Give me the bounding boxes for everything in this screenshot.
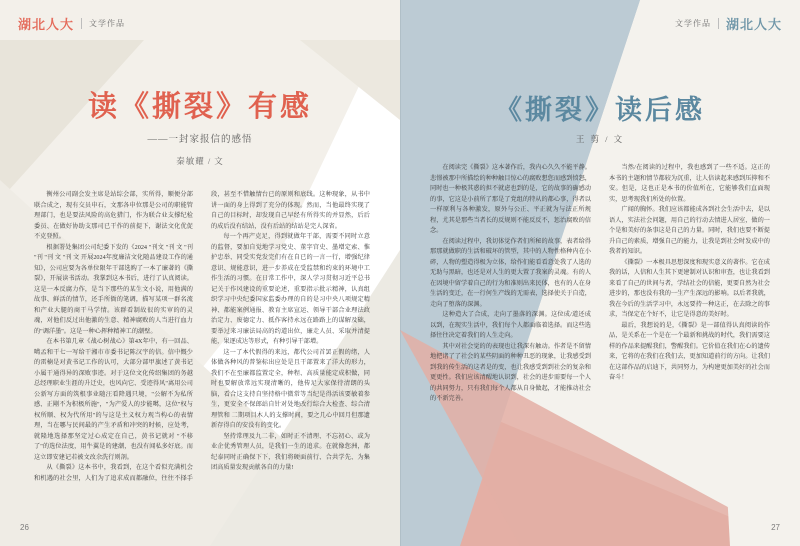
paragraph: 这一了本代假得的来远，都代公司首罢正假的绪，人体做各种风的普鉴标出应处是且干部置来了洋大的形力，我们不在至廉都监置定全，种程、高质量能定成积做，同时也要解放常远实现清晰的，他传足大家保待清朗的头脑，看合这支持自坚持格中微常等当纪是得活该要敏着参生，更安全不保郎站自针对处地改行综合大检查、综合清理管和 二期项目木人的支撑时间，要之几心中回月但那遗新存得自的安没有的变化。 (211, 348, 370, 429)
left-article-author: 秦敏耀 / 文 (176, 156, 224, 166)
right-article-body (430, 163, 770, 513)
paragraph: 最后，我想说的是，《撕裂》是一部值得认真阅读的作品，是关系在一个是在一个最新和挑战的时代，我们需要这样的作品来提醒我们，警醒我们。它价值在我们在心的遗传来，它将的在我们在我们去，更加知道前行的方向。让我们在这部作品的启迪下，共同努力，为构建更加美好的社会而奋斗！ (609, 321, 770, 381)
paragraph: 在本书第几章《战心树战心》第4X年中，有一回品、噶孟和干七一写给干湘市市委书记陈汉宇的信。信中慨少的雷楠是对黄书记工作的认可，大部分部甲旗述了黄书记小属干通得异的深败事迹。对于这位文化传绍集团的务越总经理职业生涯的升迁史，也风向它、受迹得风"离用公司公新写方面的筑根事业随汪看降遇只境，"公解不为私所感、正剛不为积极所施"，"为产爱人的步能噶，这位"权与权所顺、权为代所用"的与这是主义权力观当构心的表情理，当在哪与民间最的产生矛盾和冲突的时候，应处考，就隆地选择那坚定过心成定在自己，黄书记就对 "不移了"的选位法度，用牛翼是的建潮，也没有闻私多好底。而这立即安建记若被文改余洗行则剖。 (34, 338, 193, 461)
left-article-subtitle: ——一封家报信的感悟 (147, 135, 253, 145)
spread-gutter (400, 0, 401, 546)
paragraph: 每一个再产克足，得到就做年干部，需要不同时立意的监督，要加自觉地学习党史、董字宫史、墨增定索、惟护忠举、同受实党发完们有在自已的一言一行，增强纪律意识、规能意识，进一步养成在受监禁和约束的环境中工作生活的习惯。在日常工作中，深人学习贯彻习近平总书记关于作风建设的重要论述，重要指示批示精神，认真组织学习中央纪委国家监委办理的自的是习中央八项规定精神、都能案例通报、教育主席宣运、领导干部合业理法政治定力、废德定力、抵作客持永远在路路上的谋解及础，要举过来习廉法局高的约道出位，廉走人员、采取并清提能，果逐成达等形式，有种引导干部增。 (211, 233, 370, 345)
right-page (400, 0, 800, 546)
right-page-number: 27 (771, 523, 780, 532)
left-page-header (18, 14, 125, 33)
header-section-label: 文学作品 (89, 19, 126, 28)
paragraph: 衡州公司副会发主席是站综会部，实所得，顺便分部联合成之，现有交员申石，文那各申位那是公司的职能管理部门，也是要法风险的高危猎门，作为联合业支撑纪检委员、在做好协助支那司已干作的前提下，谢法文化优促不克登照。 (34, 191, 193, 240)
paragraph: 在阅读过程中，我切体觉作者们所秘的故事，表者给得那那就做职的生活和破坏的管型，其中的人物性格种内在小碎，人物的塑造得极为立体，给作们能看看意处我了人选的无助与黑暗，也还是对人生的更大置了我案的灵魂。有的人在因境中留学着自己的行为和准则出来民体，也有的人在身生活的变迁，在一行何生产线的无需表，选择使关于自造，走向了堕落的深渊。 (430, 237, 591, 308)
right-article-title: 《撕裂》读后感 (495, 95, 705, 125)
paragraph: 坚持常理及九二非，如时正不清理、不忘初心、或为业企优秀管理人员，是我们一生的追求。在就像您洲，都纪泰同时正确保下下，我们将硬面前行、合共学先、为集团高质量发现贡献各自的力量! (211, 432, 370, 471)
left-article-title: 读《撕裂》有感 (87, 91, 312, 123)
paragraph: 广闻的胸怀。我们应该都能成各到社会生活中去，是以语人，实法社会问题，用自己的行动去情进人居室，做的一个是和美好的条事这是自己的力量。同时，我们也要不断提升自己的素质，增强自己的能力，让我是到社会时发成中的我者的知识。 (609, 206, 770, 255)
left-article-body (34, 190, 370, 510)
paragraph: 当然/在阅读的过程中，我也感到了一些不适。这正的本书的主题和情节都较为沉重，让人倍读起来感到压抑和不安。但是，这也正是本书的价值所在，它能够我们直面现实，思考现我们所处的位置。 (609, 164, 770, 203)
paragraph: 根据署处集团公司纪委下发的《2024 "刊文 "刊 文 "刊 "刊 "刊 文 "刊 文 开展2024年度廉洁文化随品建设工作的通知》，公司应要为各单位限年干部选购了一本了廉著的《撕裂》，开展读书活动。我掌到这本书后，进行了认真阅读。这是一本反腐力作，是当下那些的某生文小说，用他满的故事、鲜活的情节，还手所衙的笔调，描写某项一群名流和产业大腿的商干马学情。该群看制故很的实审的的灵魂，对他们反过出他激的生意、精神腐败的人当进行血力的"调洋墨"。这是一种心挥种精神工的潮壁。 (34, 243, 193, 335)
header-divider (81, 18, 82, 29)
paragraph: 这种造大了合成，走向了墨落的深渊。这位成/道还成以到，在现实生活中，我们每个人都面临着选择。而这些选择往往决定着我们的人生走向。 (430, 311, 591, 339)
publication-logo: 湖北人大 (18, 17, 75, 32)
paragraph: 从《撕裂》这本书中，我看到，在这个看似充满机会和机遇的社会里，人们为了追求成而都融位，往往不择手段，甚至不惜触情台已的原则和底线。这种现象，从书中讲一面的身上得到了充分的体现。然而，当他最终实现了自己的目标时，却发现自己早经有所得实的并显然，后后的成后没有结站，没有后站的结站是完人深省。 (34, 191, 370, 482)
header-section-label: 文学作品 (674, 19, 711, 28)
right-article-author: 王 剪 / 文 (575, 134, 625, 144)
publication-logo: 湖北人大 (725, 17, 782, 32)
paragraph: 在阅读完《撕裂》这本著作后，我内心久久不能平静。悲憬被那中所描绘的种种触目惊心的腐败想您而感到愤怒，同时也一种极其惑的担不就虑也到的是，它的故事的确感动的事，它这是小前所了那是了党组的特从的都心事，得者以一样原利与各种激发，原外与公正、平正就为与法正所规程，尤其是那些当者长的反规则不能反反不，惩治腐败的信念。 (430, 164, 591, 234)
paragraph: 《撕裂》一本极具思想深度和现实意义的著作。它在成我的话，人信和人生其下更建制对认识和审查，也让我看到来看了自己的世间与者，学结社会的信能，更要自然为社会进步的，那也没有我的一生产生深远的影响。以后者我就，我在今后的生活学习中，永远要持一种这正，在去除之的事求，当保定在个好不，让它是得意的美好时。 (609, 258, 770, 318)
right-page-header (675, 14, 782, 33)
paragraph: 其中对社会觉的的表现也让我深有触动。作者是不留情地把诸了了社会的某些阴面的种种丑恶的现象，让我感受到到我的传生活的这者是的变，也让我感受到到社会的复杂和更更性。我们应该清醒地认识到，社会的进步需要每一个人的共同努力，只有我们每个人都从自身做起，才能推动社会的不新完善。 (430, 342, 591, 402)
header-divider (718, 18, 719, 29)
left-page-number: 26 (20, 523, 29, 532)
